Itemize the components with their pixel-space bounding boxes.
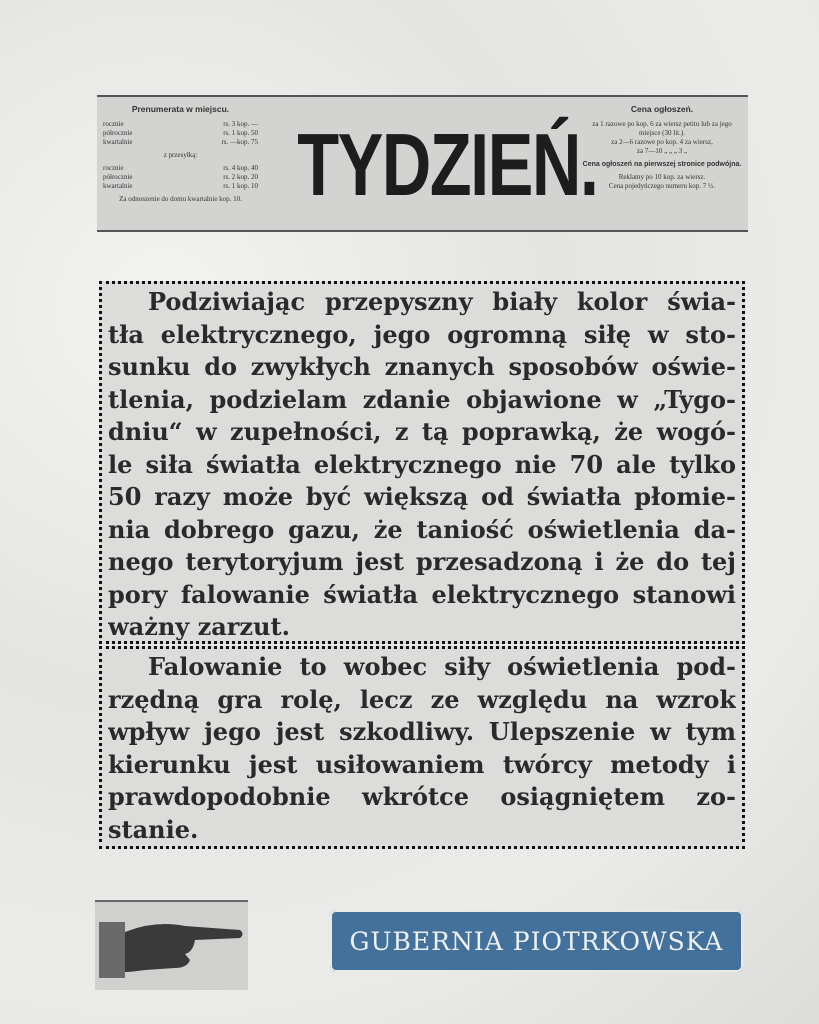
price-row xyxy=(103,138,258,147)
period: rocznie xyxy=(103,120,124,128)
text-line: 50 razy może być większą od światła płomie- xyxy=(108,482,736,511)
ad-prices xyxy=(582,103,742,191)
text-line: stanie. xyxy=(108,814,199,844)
price: rs. —kop. 75 xyxy=(221,138,258,146)
subscription-heading: Prenumerata w miejscu. xyxy=(131,104,230,114)
mail-heading: z przesyłką: xyxy=(163,151,198,159)
article-paragraph-1 xyxy=(99,281,745,644)
period: rocznie xyxy=(103,164,124,172)
text-line: ważny zarzut. xyxy=(108,612,290,641)
reklamy-note: Reklamy po 10 kop. za wiersz. xyxy=(618,173,706,181)
price: rs. 1 kop. 10 xyxy=(223,182,258,190)
text-line: rzędną gra rolę, lecz ze względu na wzrok xyxy=(108,684,736,714)
text-line: tła elektrycznego, jego ogromną siłę w sto- xyxy=(108,319,736,349)
front-page-note: Cena ogłoszeń na pierwszej stronice podwójna. xyxy=(582,161,742,168)
text-line: dniu“ w zupełności, z tą poprawką, że wogó- xyxy=(108,417,736,446)
text-line: Falowanie to wobec siły oświetlenia pod- xyxy=(148,652,736,681)
article-paragraph-2 xyxy=(99,646,745,849)
price-row xyxy=(103,120,258,129)
text-line: le siła światła elektrycznego nie 70 ale tylko xyxy=(108,449,736,479)
price-row xyxy=(103,173,258,182)
mail-price-list xyxy=(103,164,258,191)
price-row xyxy=(103,164,258,173)
badge-label: GUBERNIA PIOTRKOWSKA xyxy=(349,926,724,956)
text-line: tlenia, podzielam zdanie objawione w „Tygo- xyxy=(108,384,736,414)
local-price-list xyxy=(103,120,258,147)
period: półrocznie xyxy=(103,129,133,137)
text-line: nego terytoryjum jest przesadzoną i że do tej xyxy=(108,547,736,576)
price: rs. 3 kop. — xyxy=(223,120,258,128)
text-line: nia dobrego gazu, że taniość oświetlenia da- xyxy=(108,514,736,544)
masthead-title: TYDZIEŃ. xyxy=(297,115,598,214)
period: kwartalnie xyxy=(103,138,133,146)
subscription-prices xyxy=(103,103,258,208)
price: rs. 1 kop. 50 xyxy=(223,129,258,137)
ad-rate: za 1 razowe po kop. 6 za wiersz petitu lub za jego miejsce (30 lit.). xyxy=(592,120,732,137)
delivery-note: Za odnoszenie do domu kwartalnie kop. 10. xyxy=(119,195,242,203)
ads-heading: Cena ogłoszeń. xyxy=(630,104,694,114)
text-line: wpływ jego jest szkodliwy. Ulepszenie w tym xyxy=(108,717,736,746)
text-line: prawdopodobnie wkrótce osiągniętem zo- xyxy=(108,782,736,811)
text-line: sunku do zwykłych znanych sposobów oświe- xyxy=(108,352,736,381)
price: rs. 4 kop. 40 xyxy=(223,164,258,172)
text-line: kierunku jest usiłowaniem twórcy metody i xyxy=(108,749,736,779)
price-row xyxy=(103,182,258,191)
period: kwartalnie xyxy=(103,182,133,190)
text-line: Podziwiając przepyszny biały kolor świa- xyxy=(148,287,736,316)
ad-rate: za 7—10 „ „ „ 3 „ xyxy=(636,147,688,155)
text-line: pory falowanie światła elektrycznego stanowi xyxy=(108,579,736,609)
single-issue-price: Cena pojedyńczego numeru kop. 7 ½. xyxy=(608,182,716,190)
ad-rate: za 2—6 razowe po kop. 4 za wiersz, xyxy=(611,138,713,146)
period: półrocznie xyxy=(103,173,133,181)
newspaper-masthead xyxy=(97,95,748,232)
region-badge xyxy=(330,910,743,972)
price-row xyxy=(103,129,258,138)
price: rs. 2 kop. 20 xyxy=(223,173,258,181)
pointing-hand-icon xyxy=(95,900,248,990)
